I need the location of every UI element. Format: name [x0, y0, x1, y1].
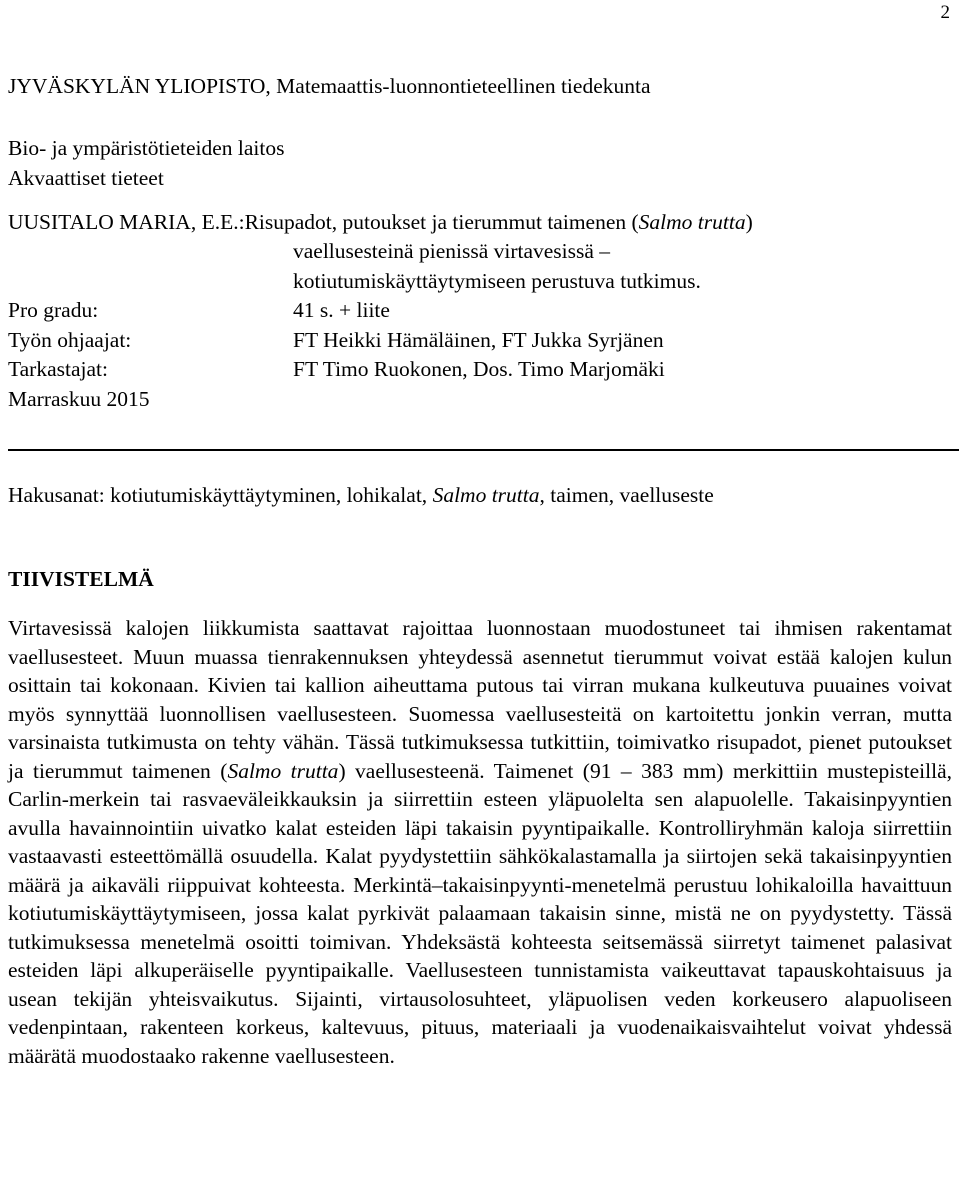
title-part2: )	[745, 210, 753, 234]
pro-gradu-value: 41 s. + liite	[293, 298, 390, 322]
department: Bio- ja ympäristötieteiden laitos	[8, 136, 285, 160]
page-number: 2	[940, 2, 950, 23]
title-species: Salmo trutta	[638, 210, 746, 234]
keywords	[8, 485, 714, 507]
keywords-prefix: Hakusanat: kotiutumiskäyttäytyminen, lohikalat,	[8, 483, 433, 507]
author-title-line	[8, 212, 753, 234]
separator-rule	[8, 449, 959, 451]
thesis-date: Marraskuu 2015	[8, 387, 150, 411]
abstract-species: Salmo trutta	[227, 758, 339, 783]
reviewers-label: Tarkastajat:	[8, 357, 108, 381]
author: UUSITALO MARIA, E.E.:	[8, 210, 245, 234]
reviewers-value: FT Timo Ruokonen, Dos. Timo Marjomäki	[293, 357, 665, 381]
keywords-suffix: , taimen, vaelluseste	[539, 483, 714, 507]
supervisors-label: Työn ohjaajat:	[8, 328, 132, 352]
title-line-2: vaellusesteinä pienissä virtavesissä –	[293, 239, 611, 263]
abstract-body	[8, 614, 952, 1070]
abstract-paragraph	[8, 614, 952, 1070]
title-line-3: kotiutumiskäyttäytymiseen perustuva tutkimus.	[293, 269, 701, 293]
title-part1: Risupadot, putoukset ja tierummut taimenen (	[244, 210, 639, 234]
pro-gradu-label: Pro gradu:	[8, 298, 99, 322]
abstract-text-part2: ) vaellusesteenä. Taimenet (91 – 383 mm) merkittiin mustepisteillä, Carlin-merkein tai rasvaeväleikkauksin ja siirrettiin esteen yläpuolelta sen alapuolelle. Takaisinpyyntien avulla havainnointiin uivatko kalat esteiden läpi takaisin pyyntipaikalle. Kontrolliryhmän kaloja siirrettiin vastaavasti esteettömällä osuudella. Kalat pyydystettiin sähkökalastamalla ja siirtojen sekä takaisinpyyntien määrä ja aikaväli riippuivat kohteesta. Merkintä–takaisinpyynti-menetelmä perustuu lohikaloilla havaittuun kotiutumiskäyttäytymiseen, jossa kalat pyrkivät palaamaan takaisin sinne, mistä ne on pyydystetty. Tässä tutkimuksessa menetelmä osoitti toimivan. Yhdeksästä kohteesta seitsemässä siirretyt taimenet palasivat esteiden läpi alkuperäiselle pyyntipaikalle. Vaellusesteen tunnistamista vaikeuttavat tapauskohtaisuus ja usean tekijän yhteisvaikutus. Sijainti, virtausolosuhteet, yläpuolisen veden korkeusero alapuoliseen vedenpintaan, rakenteen korkeus, kaltevuus, pituus, materiaali ja vuodenaikaisvaihtelut voivat yhdessä määrätä muodostaako rakenne vaellusesteen.	[8, 758, 952, 1068]
supervisors-value: FT Heikki Hämäläinen, FT Jukka Syrjänen	[293, 328, 664, 352]
abstract-text-part1: Virtavesissä kalojen liikkumista saattavat rajoittaa luonnostaan muodostuneet tai ihmisen rakentamat vaellusesteet. Muun muassa tienrakennuksen yhteydessä asennetut tierummut voivat estää kalojen kulun osittain tai kokonaan. Kivien tai kallion aiheuttama putous tai virran mukana kulkeutuva puuaines voivat myös synnyttää luonnollisen vaellusesteen. Suomessa vaellusesteitä on kartoitettu jonkin verran, mutta varsinaista tutkimusta on tehty vähän. Tässä tutkimuksessa tutkittiin, toimivatko risupadot, pienet putoukset ja tierummut taimenen (	[8, 616, 952, 783]
discipline: Akvaattiset tieteet	[8, 166, 164, 190]
abstract-heading: TIIVISTELMÄ	[8, 567, 154, 591]
keywords-species: Salmo trutta	[432, 483, 540, 507]
university-faculty: JYVÄSKYLÄN YLIOPISTO, Matemaattis-luonnontieteellinen tiedekunta	[8, 74, 651, 98]
